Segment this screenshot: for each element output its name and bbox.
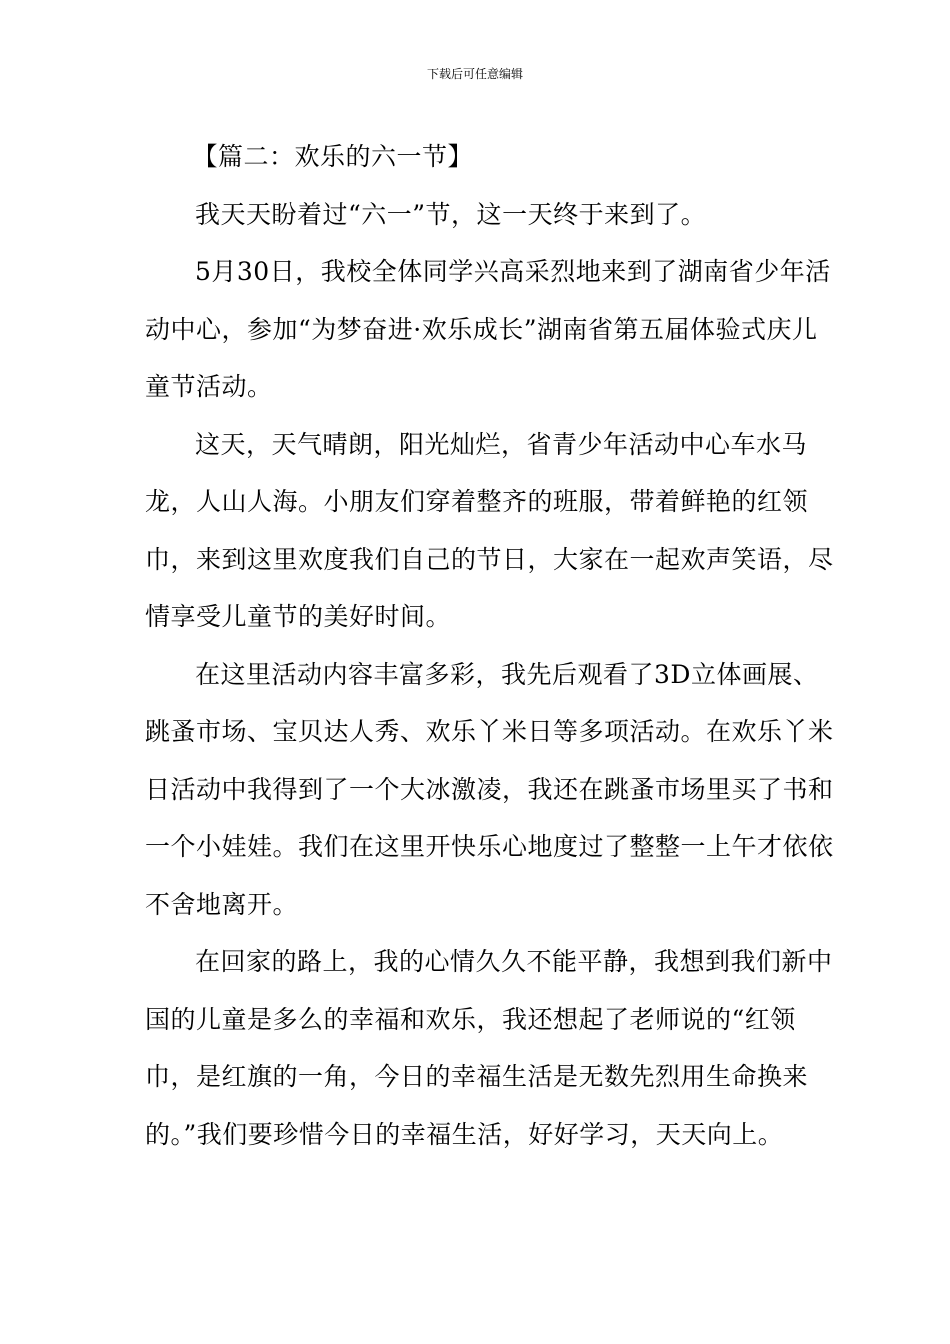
paragraph-2: 5月30日，我校全体同学兴高采烈地来到了湖南省少年活动中心，参加“为梦奋进·欢乐成长”湖南省第五届体验式庆儿童节活动。	[145, 257, 831, 401]
document-title: 【篇二：欢乐的六一节】	[192, 142, 474, 171]
page-header-note: 下载后可任意编辑	[426, 67, 523, 81]
paragraph-3: 这天，天气晴朗，阳光灿烂，省青少年活动中心车水马龙，人山人海。小朋友们穿着整齐的班服，带着鲜艳的红领巾，来到这里欢度我们自己的节日，大家在一起欢声笑语，尽情享受儿童节的美好时间。	[145, 429, 834, 631]
document-body	[145, 128, 835, 1163]
paragraph-4: 在这里活动内容丰富多彩，我先后观看了3D立体画展、跳蚤市场、宝贝达人秀、欢乐丫米日等多项活动。在欢乐丫米日活动中我得到了一个大冰激凌，我还在跳蚤市场里买了书和一个小娃娃。我们在这里开快乐心地度过了整整一上午才依依不舍地离开。	[145, 659, 834, 919]
paragraph-1: 我天天盼着过“六一”节，这一天终于来到了。	[195, 199, 707, 229]
paragraph-5: 在回家的路上，我的心情久久不能平静，我想到我们新中国的儿童是多么的幸福和欢乐，我还想起了老师说的“红领巾，是红旗的一角，今日的幸福生活是无数先烈用生命换来的。”我们要珍惜今日的幸福生活，好好学习，天天向上。	[145, 947, 833, 1149]
